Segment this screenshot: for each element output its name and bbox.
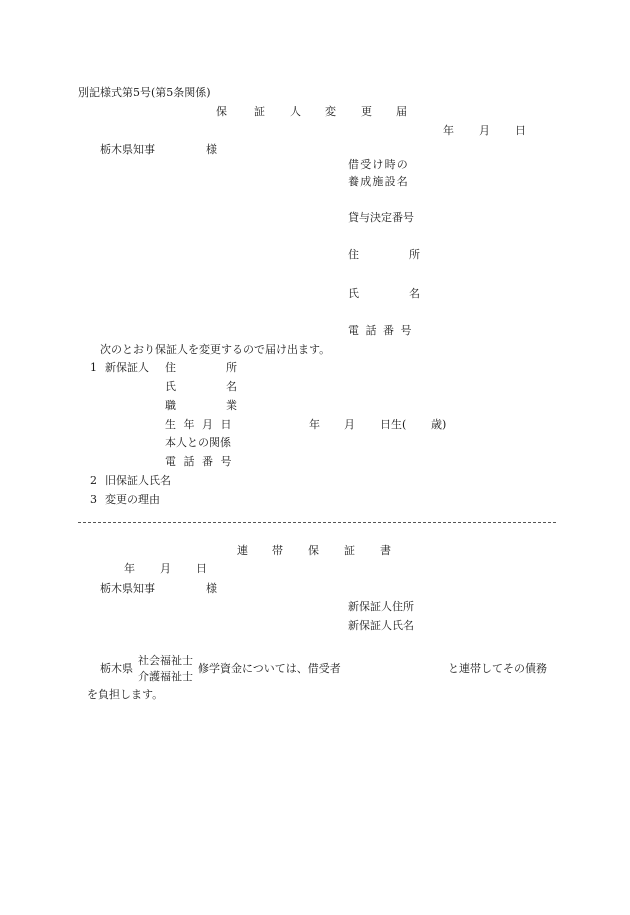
applicant-name-label-1: 氏 [348, 287, 359, 300]
title-char: 人 [290, 105, 301, 118]
bond-title-char: 保 [308, 544, 319, 557]
facility-label-line1: 借受け時の [348, 158, 409, 171]
facility-label-line2: 養成施設名 [348, 175, 409, 188]
bond-date-month: 月 [160, 562, 171, 575]
bond-prefix: 栃木県 [100, 662, 133, 675]
bond-addressee-name: 栃木県知事 [100, 582, 155, 595]
bond-text-3: を負担します。 [87, 688, 164, 701]
item3-label: 変更の理由 [105, 493, 160, 506]
date-month: 月 [479, 124, 490, 137]
loan-number-label: 貸与決定番号 [348, 211, 414, 224]
guarantor-phone-label: 電 話 番 号 [165, 455, 234, 468]
addressee-honorific: 様 [206, 143, 217, 156]
birth-year: 年 [309, 418, 320, 431]
title-char: 証 [254, 105, 265, 118]
new-guarantor-address-label-1: 住 [165, 361, 176, 374]
bond-title-char: 連 [237, 544, 248, 557]
item2-number: 2 [90, 474, 97, 487]
new-guarantor-address-label-2: 所 [226, 361, 237, 374]
bond-text-2: と連帯してその債務 [448, 662, 547, 675]
item1-number: 1 [90, 361, 97, 374]
bond-date-day: 日 [196, 562, 207, 575]
bond-title-char: 帯 [272, 544, 283, 557]
birth-date-label: 生 年 月 日 [165, 418, 234, 431]
form-number: 別記様式第5号(第5条関係) [78, 86, 211, 99]
birth-day: 日生( [380, 418, 407, 431]
bond-title-char: 書 [380, 544, 391, 557]
qualification-1: 社会福祉士 [138, 654, 193, 667]
new-guarantor-name-label-1: 氏 [165, 380, 176, 393]
item1-label: 新保証人 [105, 361, 149, 374]
relation-label: 本人との関係 [165, 436, 231, 449]
occupation-label-2: 業 [226, 399, 237, 412]
applicant-address-label-1: 住 [348, 248, 359, 261]
new-guarantor-name-label-2: 名 [226, 380, 237, 393]
statement: 次のとおり保証人を変更するので届け出ます。 [100, 343, 331, 356]
addressee-name: 栃木県知事 [100, 143, 155, 156]
occupation-label-1: 職 [165, 399, 176, 412]
bond-addressee-honorific: 様 [206, 582, 217, 595]
bond-date-year: 年 [124, 562, 135, 575]
applicant-address-label-2: 所 [409, 248, 420, 261]
qualification-2: 介護福祉士 [138, 670, 193, 683]
item2-label: 旧保証人氏名 [105, 474, 171, 487]
age: 歳) [431, 418, 447, 431]
birth-month: 月 [344, 418, 355, 431]
date-day: 日 [515, 124, 526, 137]
new-guarantor-address-field: 新保証人住所 [348, 600, 414, 613]
section-divider [78, 522, 556, 523]
title-char: 保 [216, 105, 227, 118]
new-guarantor-name-field: 新保証人氏名 [348, 619, 414, 632]
applicant-phone-label: 電 話 番 号 [348, 324, 413, 337]
applicant-name-label-2: 名 [409, 287, 420, 300]
title-char: 更 [361, 105, 372, 118]
item3-number: 3 [90, 493, 97, 506]
date-year: 年 [443, 124, 454, 137]
bond-text-1: 修学資金については、借受者 [198, 662, 341, 675]
bond-title-char: 証 [344, 544, 355, 557]
title-char: 変 [325, 105, 336, 118]
title-char: 届 [396, 105, 407, 118]
